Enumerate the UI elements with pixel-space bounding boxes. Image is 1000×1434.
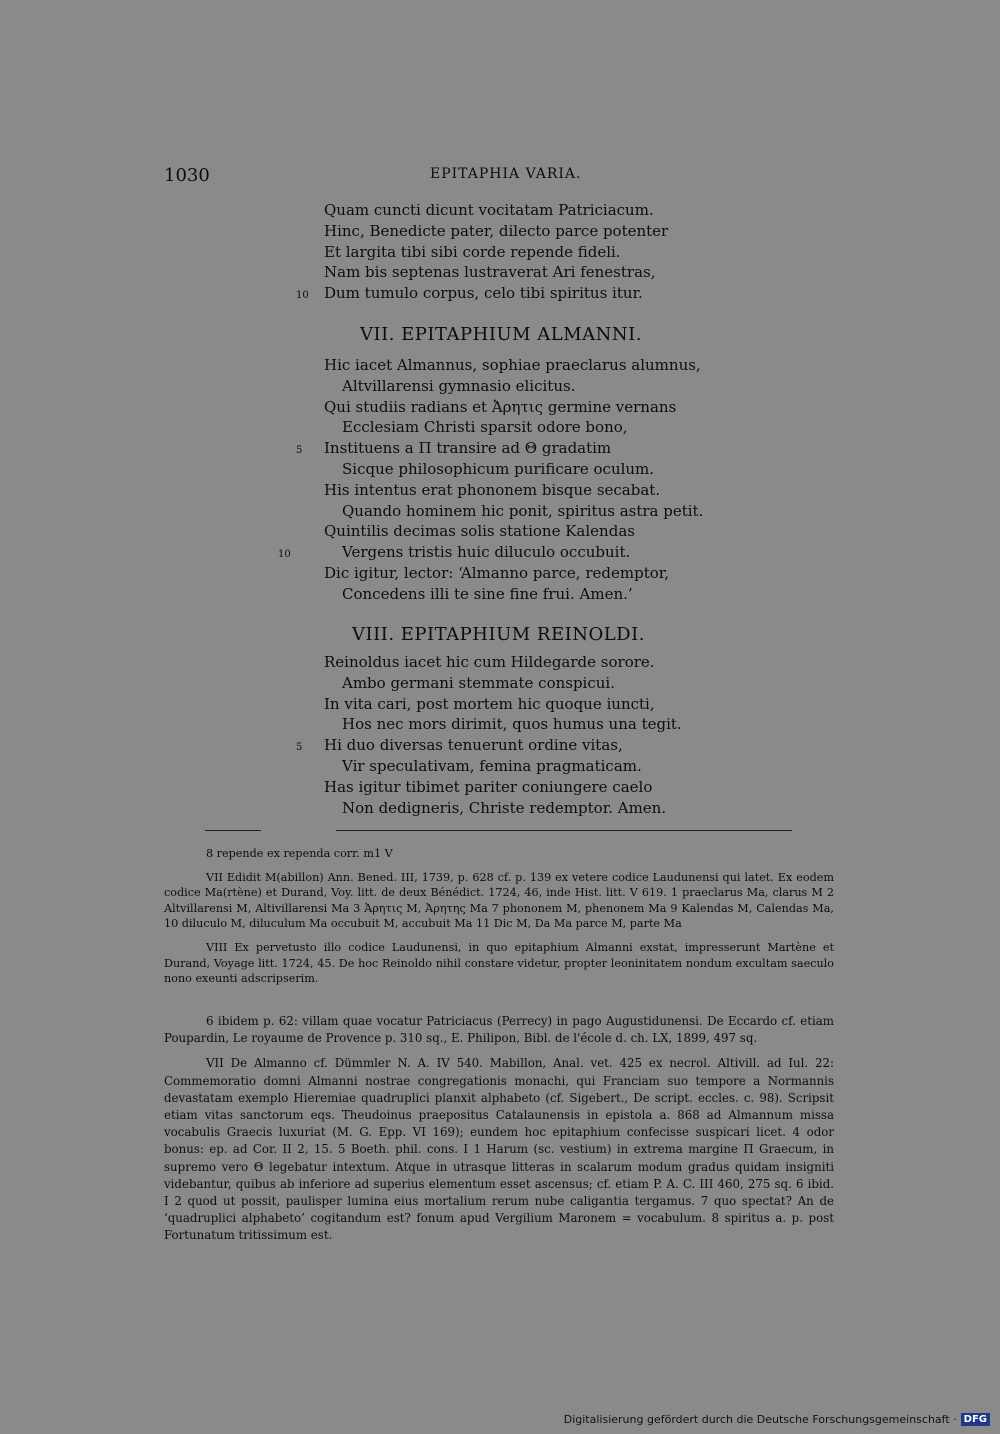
note-paragraph: VII De Almanno cf. Dümmler N. A. IV 540. Mabillon, Anal. vet. 425 ex necrol. Altivill. ad Iul. 22: Commemoratio domni Almanni nostrae congregationis monachi, qui Franciam suo tempore a Normannis devastatam exemplo Hieremiae quadruplici planxit alphabeto (cf. Sigebert., De script. eccles. c. 98). Scripsit etiam vitas sanctorum eqs. Theudoinus praepositus Catalaunensis in epistola a. 868 ad Almannum missa vocabulis Graecis luxuriat (M. G. Epp. VI 169); eundem hoc epitaphium confecisse suspicari licet. 4 odor bonus: ep. ad Cor. II 2, 15. 5 Boeth. phil. cons. I 1 Harum (sc. vestium) in extrema margine Π Graecum, in supremo vero Θ legebatur intextum. Atque in utrasque litteras in scalarum modum gradus quidam insigniti videbantur, quibus ab inferiore ad superius elementum esset ascensus; cf. etiam P. A. C. III 460, 275 sq. 6 ibid. I 2 quod ut possit, paulisper lumina eius mortalium rerum nube caligantia tergamus. 7 quo spectat? An de ‘quadruplici alphabeto’ cogitandum est? fonum apud Vergilium Maronem = vocabulum. 8 spiritus a. p. post Fortunatum tritissimum est. — [164, 1056, 834, 1243]
separator-rule-right — [336, 830, 792, 831]
verse-line: Qui studiis radians et Ἀρητις germine vernans — [324, 397, 677, 416]
note-paragraph: 6 ibidem p. 62: villam quae vocatur Patriciacus (Perrecy) in pago Augustidunensi. De Eccardo cf. etiam Poupardin, Le royaume de Provence p. 310 sq., E. Philipon, Bibl. de l'école d. ch. LX, 1899, 497 sq. — [164, 1014, 834, 1046]
dfg-logo: DFG — [961, 1413, 990, 1426]
verse-line: 10 Dum tumulo corpus, celo tibi spiritus itur. — [296, 284, 643, 303]
separator-rule-left — [205, 830, 261, 831]
verse-line: Quam cuncti dicunt vocitatam Patriciacum. — [324, 201, 654, 219]
verse-line: 5 Instituens a Π transire ad Θ gradatim — [296, 439, 612, 458]
verse-line: Et largita tibi sibi corde repende fideli. — [324, 242, 621, 261]
epitaph-almanni — [278, 355, 804, 605]
running-title: EPITAPHIA VARIA. — [430, 166, 582, 182]
page-number: 1030 — [164, 165, 210, 186]
digitization-credit — [564, 1413, 990, 1426]
verse-line: Nam bis septenas lustraverat Ari fenestras, — [324, 263, 656, 282]
section-viii-title: VIII. EPITAPHIUM REINOLDI. — [352, 624, 645, 645]
verse-line: Hic iacet Almannus, sophiae praeclarus alumnus, — [324, 356, 701, 374]
verse-line: Altvillarensi gymnasio elicitus. — [342, 376, 576, 395]
commentary-notes — [164, 1013, 834, 1245]
verse-line: Quintilis decimas solis statione Kalendas — [324, 522, 635, 541]
verse-line: 10 Vergens tristis huic diluculo occubuit. — [278, 543, 631, 562]
verse-line: Non dedigneris, Christe redemptor. Amen. — [342, 798, 667, 817]
apparatus-vii: VII Edidit M(abillon) Ann. Bened. III, 1739, p. 628 cf. p. 139 ex vetere codice Laudunensi qui latet. Ex eodem codice Ma(rtène) et Durand, Voy. litt. de deux Bénédict. 1724, 46, inde Hist. litt. V 619. 1 praeclarus Ma, clarus M 2 Altvillarensi M, Altivillarensi Ma 3 Ἀρητις M, Ἀρητης Ma 7 phononem M, phenonem Ma 9 Kalendas M, Calendas Ma, 10 diluculo M, diluculum Ma occubuit M, accubuit Ma 11 Dic M, Da Ma parce M, parte Ma — [164, 870, 834, 931]
critical-apparatus — [164, 846, 834, 987]
epitaph-reinoldi — [296, 652, 804, 818]
verse-line: In vita cari, post mortem hic quoque iuncti, — [324, 694, 655, 713]
verse-line: Hos nec mors dirimit, quos humus una tegit. — [342, 715, 682, 734]
verse-line: Sicque philosophicum purificare oculum. — [342, 459, 655, 478]
verse-line: His intentus erat phononem bisque secabat. — [324, 480, 661, 499]
verse-line: Quando hominem hic ponit, spiritus astra petit. — [342, 501, 704, 520]
section-vii-title: VII. EPITAPHIUM ALMANNI. — [360, 324, 642, 345]
credit-text: Digitalisierung gefördert durch die Deutsche Forschungsgemeinschaft · — [563, 1413, 957, 1426]
verse-line: 5 Hi duo diversas tenuerunt ordine vitas, — [296, 736, 623, 755]
verse-line: Reinoldus iacet hic cum Hildegarde sorore. — [324, 653, 655, 671]
verse-line: Hinc, Benedicte pater, dilecto parce potenter — [324, 221, 669, 240]
verse-line: Ambo germani stemmate conspicui. — [342, 673, 615, 692]
verse-line: Dic igitur, lector: ‘Almanno parce, redemptor, — [324, 563, 670, 582]
verse-continuation — [296, 200, 804, 304]
verse-line: Has igitur tibimet pariter coniungere caelo — [324, 777, 653, 796]
verse-line: Concedens illi te sine fine frui. Amen.’ — [342, 584, 633, 603]
apparatus-line: 8 repende ex rependa corr. m1 V — [206, 847, 393, 860]
verse-line: Vir speculativam, femina pragmaticam. — [342, 756, 642, 775]
verse-line: Ecclesiam Christi sparsit odore bono, — [342, 418, 628, 437]
apparatus-viii: VIII Ex pervetusto illo codice Laudunensi, in quo epitaphium Almanni exstat, impresserunt Martène et Durand, Voyage litt. 1724, 45. De hoc Reinoldo nihil constare videtur, propter leoninitatem nondum excultam saeculo nono exeunti adscripserim. — [164, 940, 834, 986]
